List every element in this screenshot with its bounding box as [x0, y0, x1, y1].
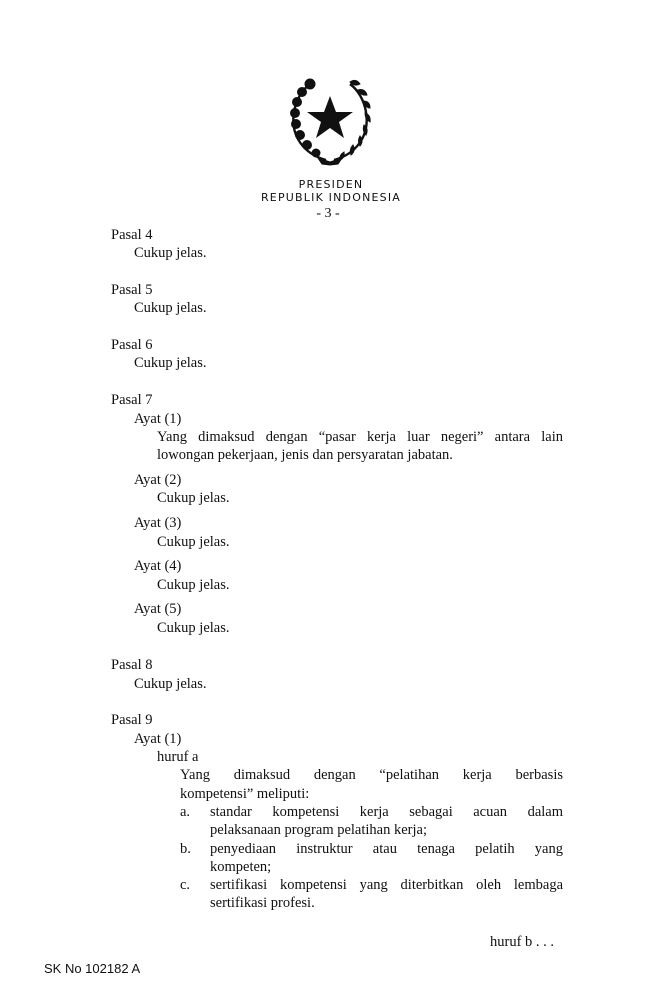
pasal-7-ayat-5-text: Cukup jelas.	[157, 620, 230, 636]
list-item-c-marker: c.	[180, 877, 191, 893]
pasal-8-text: Cukup jelas.	[134, 676, 207, 692]
pasal-9-ayat-1-label: Ayat (1)	[134, 731, 182, 747]
list-item-a-line-2: pelaksanaan program pelatihan kerja;	[210, 822, 427, 838]
pasal-7-ayat-1-line-2: lowongan pekerjaan, jenis dan persyaratan jabatan.	[157, 447, 453, 463]
pasal-5-title: Pasal 5	[111, 282, 153, 298]
pasal-4-title: Pasal 4	[111, 227, 153, 243]
pasal-7-ayat-3-label: Ayat (3)	[134, 515, 182, 531]
pasal-7-title: Pasal 7	[111, 392, 153, 408]
pasal-7-ayat-3-text: Cukup jelas.	[157, 534, 230, 550]
pasal-9-intro-line-1: Yang dimaksud dengan “pelatihan kerja berbasis	[180, 767, 563, 783]
pasal-7-ayat-2-label: Ayat (2)	[134, 472, 182, 488]
list-item-b-line-1: penyediaan instruktur atau tenaga pelatih yang	[210, 841, 563, 857]
pasal-7-ayat-4-text: Cukup jelas.	[157, 577, 230, 593]
pasal-7-ayat-2-text: Cukup jelas.	[157, 490, 230, 506]
pasal-5-text: Cukup jelas.	[134, 300, 207, 316]
header-presiden: PRESIDEN	[298, 178, 364, 191]
pasal-7-ayat-5-label: Ayat (5)	[134, 601, 182, 617]
pasal-7-ayat-4-label: Ayat (4)	[134, 558, 182, 574]
pasal-4-text: Cukup jelas.	[134, 245, 207, 261]
list-item-c-line-1: sertifikasi kompetensi yang diterbitkan oleh lembaga	[210, 877, 563, 893]
list-item-c-line-2: sertifikasi profesi.	[210, 895, 315, 911]
page-number: - 3 -	[316, 206, 340, 221]
pasal-9-intro-line-2: kompetensi” meliputi:	[180, 786, 310, 802]
header-republik-indonesia: REPUBLIK INDONESIA	[260, 191, 402, 204]
pasal-9-huruf-a: huruf a	[157, 749, 199, 765]
continuation-note: huruf b . . .	[490, 934, 555, 950]
list-item-a-line-1: standar kompetensi kerja sebagai acuan dalam	[210, 804, 563, 820]
pasal-7-ayat-1-line-1: Yang dimaksud dengan “pasar kerja luar negeri” antara lain	[157, 429, 563, 445]
pasal-6-text: Cukup jelas.	[134, 355, 207, 371]
pasal-9-title: Pasal 9	[111, 712, 153, 728]
pasal-8-title: Pasal 8	[111, 657, 153, 673]
garuda-star-emblem-icon	[286, 74, 374, 166]
pasal-6-title: Pasal 6	[111, 337, 153, 353]
pasal-7-ayat-1-label: Ayat (1)	[134, 411, 182, 427]
list-item-b-marker: b.	[180, 841, 191, 857]
list-item-a-marker: a.	[180, 804, 191, 820]
list-item-b-line-2: kompeten;	[210, 859, 272, 875]
footer-document-code: SK No 102182 A	[44, 961, 141, 976]
